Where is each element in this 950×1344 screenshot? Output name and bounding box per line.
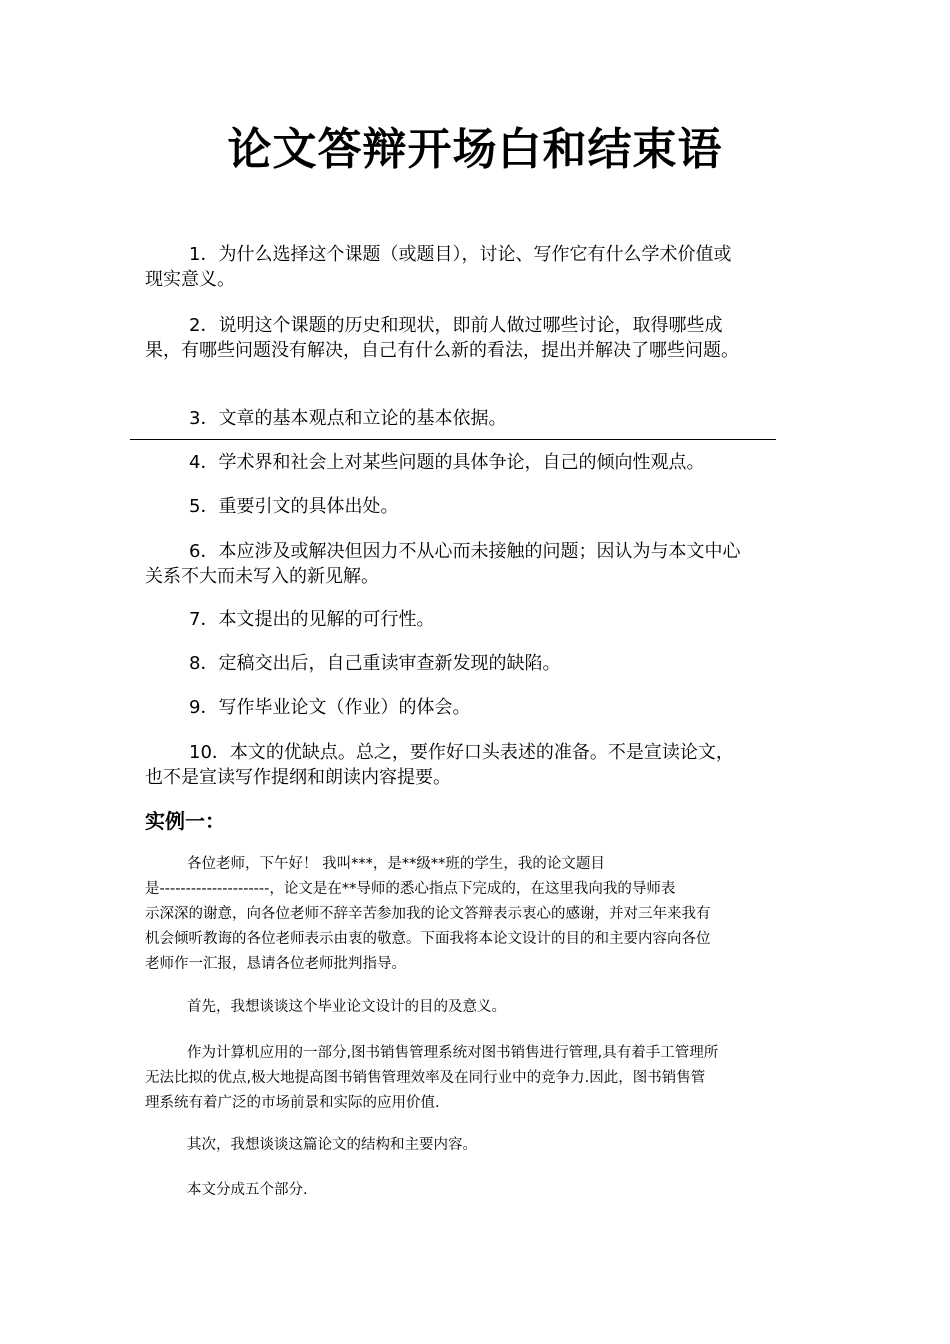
example-paragraph-line: 无法比拟的优点,极大地提高图书销售管理效率及在同行业中的竞争力.因此，图书销售管: [145, 1070, 706, 1086]
question-3: 3．文章的基本观点和立论的基本依据。: [189, 408, 507, 429]
question-5: 5．重要引文的具体出处。: [189, 496, 399, 517]
example-paragraph-line: 理系统有着广泛的市场前景和实际的应用价值.: [145, 1095, 440, 1111]
document-title: 论文答辩开场白和结束语: [227, 124, 723, 175]
example-paragraph-1: [145, 852, 805, 977]
question-6: 6．本应涉及或解决但因力不从心而未接触的问题；因认为与本文中心关系不大而未写入的新见解。: [145, 541, 741, 587]
example-paragraph-line: 其次，我想谈谈这篇论文的结构和主要内容。: [187, 1137, 477, 1153]
example-heading: 实例一：: [145, 809, 225, 833]
example-paragraph-4: [145, 1133, 805, 1158]
example-paragraph-line: 示深深的谢意，向各位老师不辞辛苦参加我的论文答辩表示衷心的感谢，并对三年来我有: [145, 906, 711, 922]
question-8: 8．定稿交出后，自己重读审查新发现的缺陷。: [189, 653, 561, 674]
question-2: 2．说明这个课题的历史和现状，即前人做过哪些讨论，取得哪些成果，有哪些问题没有解决，自己有什么新的看法，提出并解决了哪些问题。: [145, 315, 739, 361]
example-paragraph-3: [145, 1041, 805, 1116]
example-paragraph-2: [145, 995, 805, 1020]
question-4: 4．学术界和社会上对某些问题的具体争论，自己的倾向性观点。: [189, 452, 705, 473]
example-paragraph-line: 本文分成五个部分.: [187, 1182, 308, 1198]
example-paragraph-line: 机会倾听教诲的各位老师表示由衷的敬意。下面我将本论文设计的目的和主要内容向各位: [145, 931, 711, 947]
question-9: 9．写作毕业论文（作业）的体会。: [189, 697, 471, 718]
question-1: 1．为什么选择这个课题（或题目），讨论、写作它有什么学术价值或现实意义。: [145, 244, 732, 290]
example-paragraph-line: 作为计算机应用的一部分,图书销售管理系统对图书销售进行管理,具有着手工管理所: [187, 1045, 719, 1061]
example-paragraph-5: [145, 1178, 805, 1203]
example-paragraph-line: 是---------------------，论文是在**导师的悉心指点下完成的，在这里我向我的导师表: [145, 881, 676, 897]
question-10: 10．本文的优缺点。总之，要作好口头表述的准备。不是宣读论文，也不是宣读写作提纲和朗读内容提要。: [145, 742, 734, 788]
horizontal-rule: [130, 439, 776, 440]
example-paragraph-line: 各位老师，下午好！ 我叫***，是**级**班的学生，我的论文题目: [187, 856, 605, 872]
example-paragraph-line: 首先，我想谈谈这个毕业论文设计的目的及意义。: [187, 999, 506, 1015]
question-7: 7．本文提出的见解的可行性。: [189, 609, 435, 630]
example-paragraph-line: 老师作一汇报，恳请各位老师批判指导。: [145, 956, 406, 972]
